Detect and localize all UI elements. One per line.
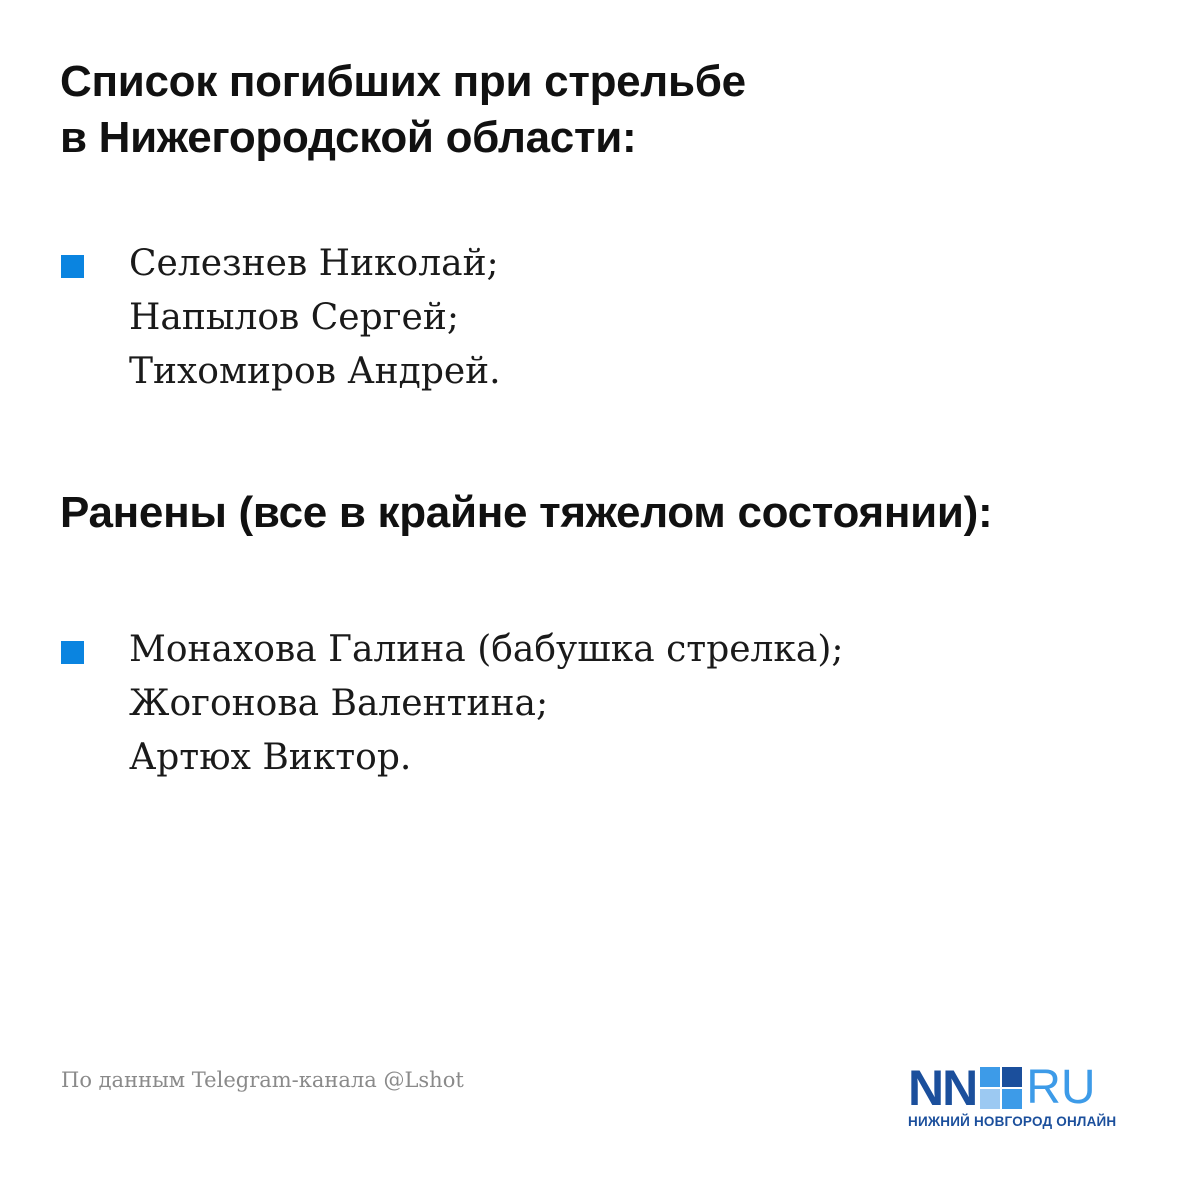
wounded-list [129, 623, 844, 785]
title-line: в Нижегородской области: [60, 113, 637, 162]
killed-list [129, 237, 501, 399]
logo-domain: RU [1026, 1061, 1096, 1114]
list-item: Напылов Сергей; [129, 297, 459, 338]
bullet-square-icon [61, 255, 84, 278]
section-title-killed [60, 54, 746, 166]
logo-squares-icon [980, 1067, 1022, 1109]
list-item: Жогонова Валентина; [129, 683, 549, 724]
list-item: Монахова Галина (бабушка стрелка); [129, 629, 844, 670]
logo-tagline: НИЖНИЙ НОВГОРОД ОНЛАЙН [908, 1114, 1117, 1129]
section-title-wounded [60, 485, 992, 541]
logo-letters: NN [908, 1060, 977, 1116]
title-line: Ранены (все в крайне тяжелом состоянии): [60, 488, 993, 537]
list-item: Селезнев Николай; [129, 243, 499, 284]
list-item: Артюх Виктор. [129, 737, 412, 778]
list-item: Тихомиров Андрей. [129, 351, 501, 392]
bullet-square-icon [61, 641, 84, 664]
title-line: Список погибших при стрельбе [60, 57, 746, 106]
source-note: По данным Telegram-канала @Lshot [61, 1068, 464, 1092]
nn-ru-logo [908, 1060, 1148, 1132]
logo-mark [908, 1060, 1096, 1116]
